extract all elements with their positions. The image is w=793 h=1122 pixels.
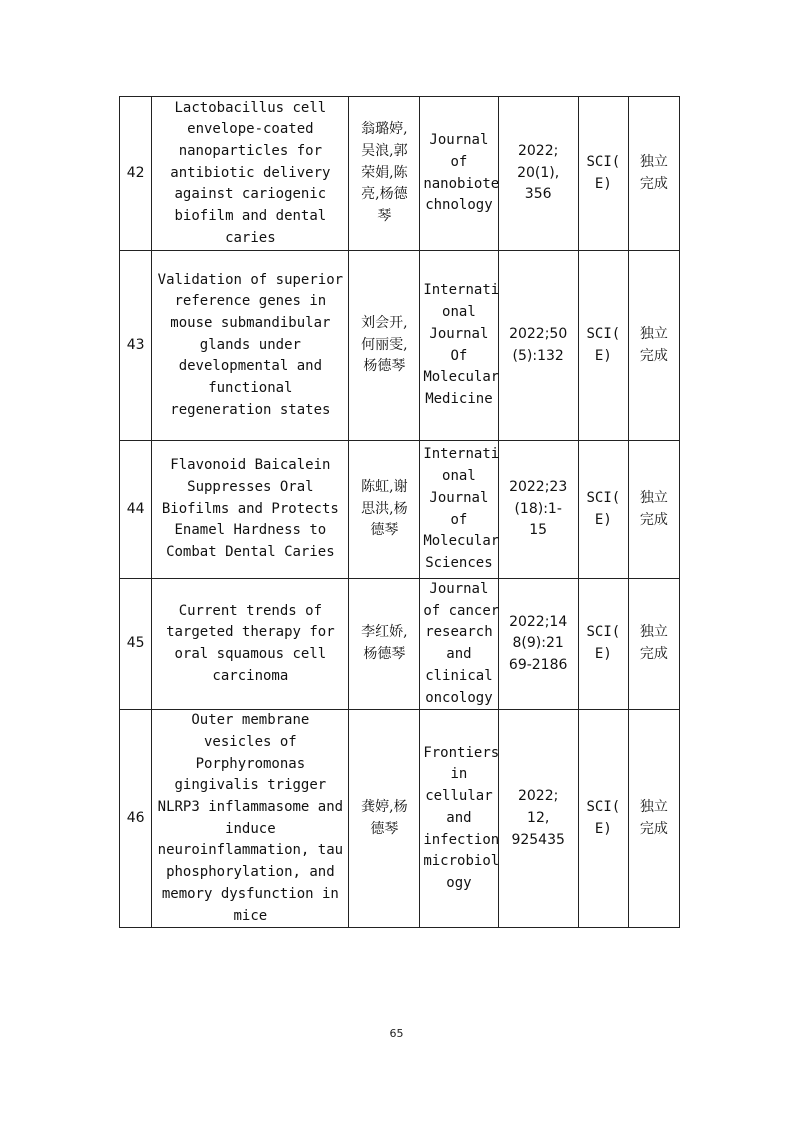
- journal-name: Internati onal Journal of Molecular Sciences: [420, 441, 498, 579]
- table-row: [120, 579, 680, 710]
- completion-note: 独立 完成: [628, 710, 679, 928]
- journal-name: Journal of cancer research and clinical oncology: [420, 579, 498, 710]
- paper-title: Current trends of targeted therapy for oral squamous cell carcinoma: [152, 579, 349, 710]
- paper-title: Validation of superior reference genes in mouse submandibular glands under developmental and functional regeneration states: [152, 251, 349, 441]
- paper-title: Lactobacillus cell envelope-coated nanoparticles for antibiotic delivery against cariogenic biofilm and dental caries: [152, 97, 349, 251]
- publication-volume: 2022; 20(1), 356: [498, 97, 578, 251]
- paper-authors: 刘会开, 何丽雯, 杨德琴: [349, 251, 420, 441]
- journal-name: Frontiers in cellular and infection microbiol ogy: [420, 710, 498, 928]
- index-type: SCI( E): [578, 97, 628, 251]
- publication-volume: 2022;14 8(9):21 69-2186: [498, 579, 578, 710]
- completion-note: 独立 完成: [628, 579, 679, 710]
- table-row: [120, 97, 680, 251]
- row-number: 43: [120, 251, 152, 441]
- row-number: 42: [120, 97, 152, 251]
- table-row: [120, 441, 680, 579]
- page-number: 65: [389, 1027, 404, 1040]
- index-type: SCI( E): [578, 710, 628, 928]
- paper-title: Outer membrane vesicles of Porphyromonas gingivalis trigger NLRP3 inflammasome and induce neuroinflammation, tau phosphorylation, and memory dysfunction in mice: [152, 710, 349, 928]
- row-number: 44: [120, 441, 152, 579]
- paper-authors: 李红娇, 杨德琴: [349, 579, 420, 710]
- index-type: SCI( E): [578, 441, 628, 579]
- journal-name: Internati onal Journal Of Molecular Medicine: [420, 251, 498, 441]
- publication-volume: 2022; 12, 925435: [498, 710, 578, 928]
- completion-note: 独立 完成: [628, 441, 679, 579]
- row-number: 45: [120, 579, 152, 710]
- table-row: [120, 710, 680, 928]
- index-type: SCI( E): [578, 251, 628, 441]
- paper-authors: 陈虹,谢 思洪,杨 德琴: [349, 441, 420, 579]
- publication-table: [119, 96, 680, 928]
- paper-authors: 翁璐婷, 吴浪,郭 荣娟,陈 亮,杨德 琴: [349, 97, 420, 251]
- completion-note: 独立 完成: [628, 251, 679, 441]
- table-row: [120, 251, 680, 441]
- journal-name: Journal of nanobiote chnology: [420, 97, 498, 251]
- index-type: SCI( E): [578, 579, 628, 710]
- row-number: 46: [120, 710, 152, 928]
- publication-volume: 2022;50 (5):132: [498, 251, 578, 441]
- publication-volume: 2022;23 (18):1- 15: [498, 441, 578, 579]
- completion-note: 独立 完成: [628, 97, 679, 251]
- paper-title: Flavonoid Baicalein Suppresses Oral Biofilms and Protects Enamel Hardness to Combat Dental Caries: [152, 441, 349, 579]
- paper-authors: 龚婷,杨 德琴: [349, 710, 420, 928]
